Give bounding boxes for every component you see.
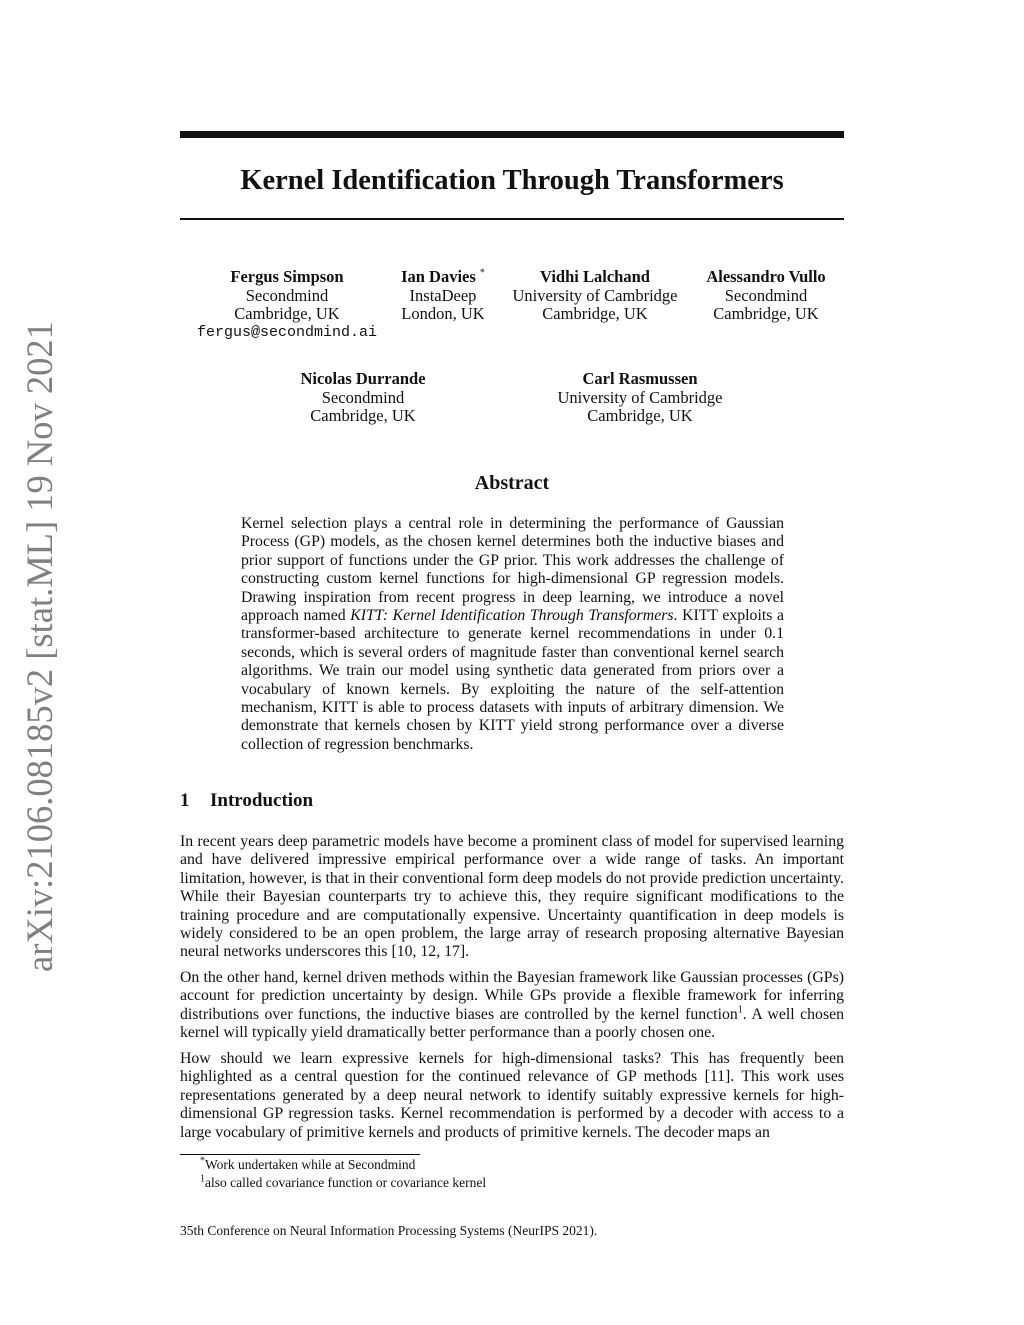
author-affiliation: University of Cambridge bbox=[557, 387, 723, 407]
paragraph-text: On the other hand, kernel driven methods within the Bayesian framework like Gaussian processes (GPs) account for prediction uncertainty by design. While GPs provide a flexible framework for inferring distributions over functions, the inductive biases are controlled by the kernel function bbox=[180, 969, 844, 1023]
author-footnote-marker: * bbox=[479, 267, 485, 279]
footnote-text: also called covariance function or covariance kernel bbox=[205, 1175, 487, 1190]
author-block bbox=[283, 370, 443, 426]
arxiv-identifier: arXiv:2106.08185v2 [stat.ML] 19 Nov 2021 bbox=[19, 321, 60, 972]
author-location: Cambridge, UK bbox=[310, 406, 416, 425]
author-location: Cambridge, UK bbox=[542, 304, 648, 323]
author-name: Vidhi Lalchand bbox=[540, 267, 650, 286]
author-name bbox=[383, 268, 503, 287]
footnote-rule bbox=[180, 1154, 420, 1155]
footnote-text: Work undertaken while at Secondmind bbox=[205, 1157, 416, 1172]
author-location: London, UK bbox=[401, 304, 485, 323]
author-location: Cambridge, UK bbox=[587, 406, 693, 425]
author-name-text: Ian Davies bbox=[401, 267, 476, 286]
author-block bbox=[696, 268, 836, 324]
author-affiliation: InstaDeep bbox=[409, 285, 477, 305]
venue-note: 35th Conference on Neural Information Processing Systems (NeurIPS 2021). bbox=[180, 1223, 598, 1238]
intro-paragraph-3: How should we learn expressive kernels for high-dimensional tasks? This has frequently been highlighted as a central question for the continued relevance of GP methods [11]. This work uses representations generated by a deep neural network to identify suitably expressive kernels for high-dimensional GP regression tasks. Kernel recommendation is performed by a decoder with access to a large vocabulary of primitive kernels and products of primitive kernels. The decoder maps an bbox=[180, 1050, 844, 1141]
author-name: Fergus Simpson bbox=[230, 267, 344, 286]
abstract-text: . KITT exploits a transformer-based architecture to generate kernel recommendations in under 0.1 seconds, which is several orders of magnitude faster than conventional kernel search algorithms. We train our model using synthetic data generated from priors over a vocabulary of known kernels. By exploiting the nature of the self-attention mechanism, KITT is able to process datasets with inputs of arbitrary dimension. We demonstrate that kernels chosen by KITT yield strong performance over a diverse collection of regression benchmarks. bbox=[241, 607, 785, 753]
author-affiliation: University of Cambridge bbox=[512, 285, 678, 305]
title-top-rule bbox=[180, 131, 844, 138]
footnote-ref[interactable]: 1 bbox=[737, 1004, 743, 1016]
footnote bbox=[200, 1157, 415, 1173]
author-affiliation: Secondmind bbox=[321, 387, 405, 407]
author-affiliation: Secondmind bbox=[245, 285, 329, 305]
paper-title: Kernel Identification Through Transformers bbox=[240, 165, 784, 196]
author-name: Alessandro Vullo bbox=[706, 267, 826, 286]
abstract-text: Kernel selection plays a central role in determining the performance of Gaussian Process (GP) models, as the chosen kernel determines both the inductive biases and prior support of functions under the GP prior. This work addresses the challenge of constructing custom kernel functions for high-dimensional GP regression models. Drawing inspiration from recent progress in deep learning, we introduce a novel approach named bbox=[241, 515, 784, 625]
abstract-body bbox=[241, 515, 784, 754]
paragraph-text: . A well chosen kernel will typically yield dramatically better performance than a poorly chosen one. bbox=[180, 1005, 845, 1042]
intro-paragraph-1: In recent years deep parametric models have become a prominent class of model for supervised learning and have delivered impressive empirical performance over a wide range of tasks. An important limitation, however, is that in their conventional form deep models do not provide prediction uncertainty. While their Bayesian counterparts try to achieve this, they require significant modifications to the training procedure and are computationally expensive. Uncertainty quantification in deep models is widely considered to be an open problem, the large array of research proposing alternative Bayesian neural networks underscores this [10, 12, 17]. bbox=[180, 833, 844, 961]
author-block bbox=[183, 268, 391, 342]
title-bottom-rule bbox=[180, 218, 844, 220]
author-name: Carl Rasmussen bbox=[582, 369, 698, 388]
author-block bbox=[550, 370, 730, 426]
author-affiliation: Secondmind bbox=[724, 285, 808, 305]
footnote bbox=[200, 1175, 486, 1191]
abstract-method-name: KITT: Kernel Identification Through Transformers bbox=[350, 607, 674, 625]
intro-paragraph-2 bbox=[180, 969, 844, 1043]
author-block bbox=[383, 268, 503, 324]
section-heading-introduction bbox=[180, 789, 844, 813]
author-email[interactable]: fergus@secondmind.ai bbox=[196, 323, 378, 341]
footnote-marker: 1 bbox=[200, 1173, 205, 1185]
author-name: Nicolas Durrande bbox=[300, 369, 426, 388]
footnote-marker: * bbox=[200, 1155, 205, 1167]
abstract-heading: Abstract bbox=[474, 472, 550, 494]
section-number: 1 bbox=[180, 790, 190, 811]
author-location: Cambridge, UK bbox=[713, 304, 819, 323]
author-block bbox=[505, 268, 685, 324]
author-location: Cambridge, UK bbox=[234, 304, 340, 323]
section-title: Introduction bbox=[210, 790, 314, 811]
